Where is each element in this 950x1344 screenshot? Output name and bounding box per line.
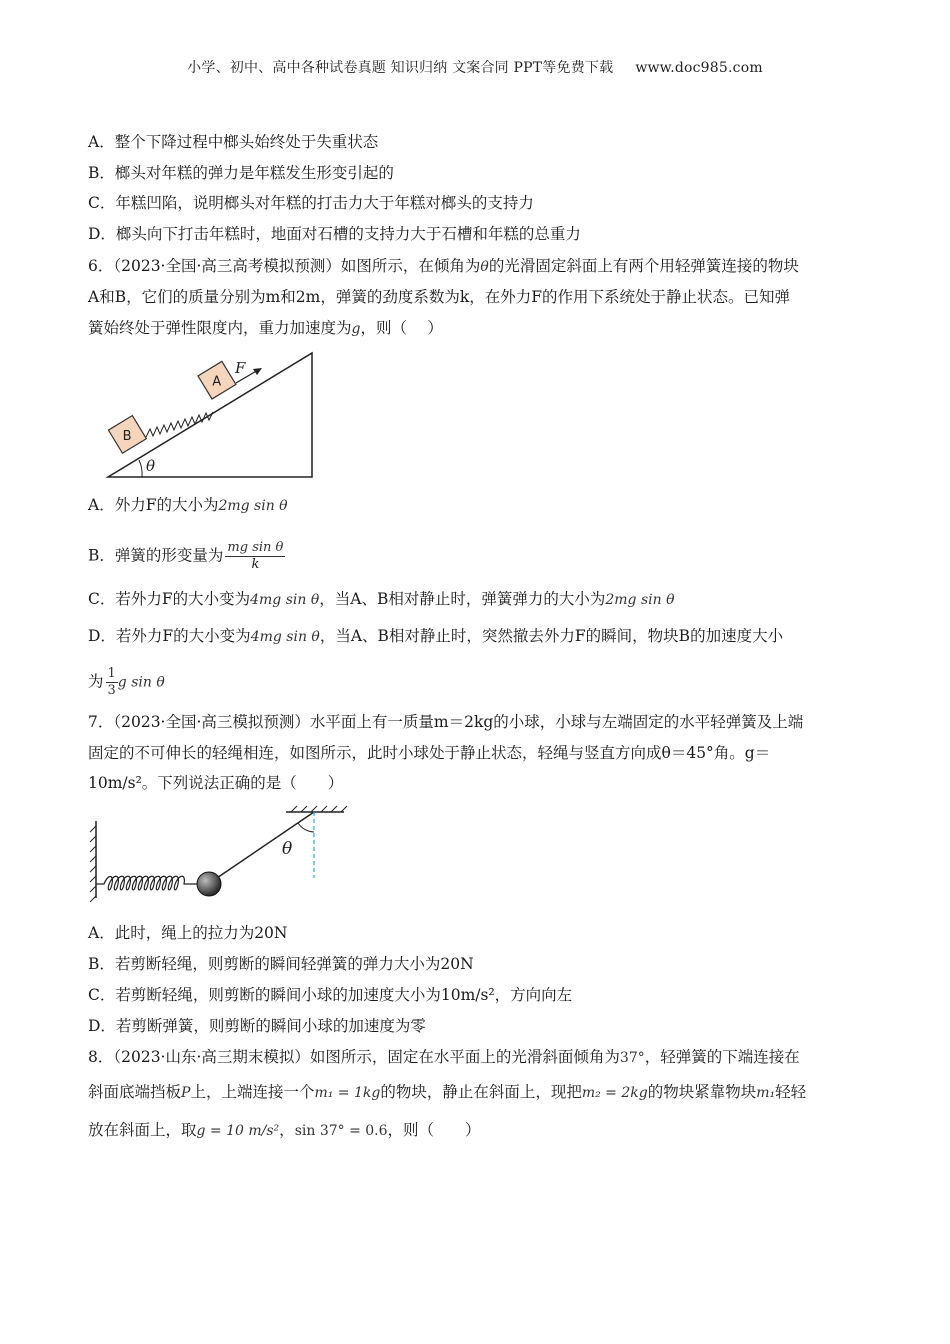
q6-stem-line2: A和B，它们的质量分别为m和2m，弹簧的劲度系数为k，在外力F的作用下系统处于静止状态。已知弹 — [88, 288, 790, 306]
q6-option-d-cont: 为 $\frac{1}{3}$ g sin θ — [88, 666, 165, 698]
force-label: F — [235, 359, 246, 377]
q7-stem-line3: 10m/s²。下列说法正确的是（ ） — [88, 774, 344, 792]
q7-spring-rope-figure — [86, 806, 351, 906]
q6-stem-line3: 簧始终处于弹性限度内，重力加速度为g，则（ ） — [88, 319, 443, 337]
q7-stem-line1: 7．（2023·全国·高三模拟预测）水平面上有一质量m＝2kg的小球，小球与左端固定的水平轻弹簧及上端 — [88, 713, 804, 731]
q6-incline-figure — [100, 350, 320, 480]
header-text: 小学、初中、高中各种试卷真题 知识归纳 文案合同 PPT等免费下载 — [187, 60, 614, 76]
block-b — [108, 416, 146, 454]
page-header — [0, 57, 950, 77]
q8-stem-line1: 8．（2023·山东·高三期末模拟）如图所示，固定在水平面上的光滑斜面倾角为37°，轻弹簧的下端连接在 — [88, 1048, 800, 1066]
q5-option-b: B．榔头对年糕的弹力是年糕发生形变引起的 — [88, 164, 394, 182]
q6-option-a: A．外力F的大小为2mg sin θ — [88, 496, 288, 514]
q7-theta-arc — [298, 823, 314, 832]
q6-theta-label: θ — [146, 457, 156, 475]
q6-option-c: C．若外力F的大小变为4mg sin θ，当A、B相对静止时，弹簧弹力的大小为2mg sin θ — [88, 590, 675, 608]
ceiling-hatch — [291, 806, 347, 812]
q8-stem-line2: 斜面底端挡板P上，上端连接一个m₁ = 1kg的物块，静止在斜面上，现把m₂ = 2kg的物块紧靠物块m₁轻轻 — [88, 1083, 807, 1101]
q6-option-b: B．弹簧的形变量为 $\frac{\text{mg sin θ}}{k}$ — [88, 540, 284, 572]
block-b-label: B — [122, 428, 132, 444]
block-a-label: A — [212, 374, 222, 390]
q7-option-b: B．若剪断轻绳，则剪断的瞬间轻弹簧的弹力大小为20N — [88, 955, 474, 973]
left-wall-hatch — [90, 826, 96, 902]
q5-option-d: D．榔头向下打击年糕时，地面对石槽的支持力大于石槽和年糕的总重力 — [88, 225, 581, 243]
q7-stem-line2: 固定的不可伸长的轻绳相连，如图所示，此时小球处于静止状态，轻绳与竖直方向成θ＝45°角。g＝ — [88, 744, 771, 762]
horizontal-spring — [96, 876, 198, 890]
q7-option-a: A．此时，绳上的拉力为20N — [88, 924, 288, 942]
header-site[interactable]: www.doc985.com — [635, 60, 763, 76]
q5-option-a: A．整个下降过程中榔头始终处于失重状态 — [88, 133, 379, 151]
q6-stem-line1: 6．（2023·全国·高三高考模拟预测）如图所示，在倾角为θ的光滑固定斜面上有两个用轻弹簧连接的物块 — [88, 257, 799, 275]
rope — [211, 812, 314, 882]
q8-stem-line3: 放在斜面上，取g = 10 m/s²，sin 37° = 0.6，则（ ） — [88, 1121, 481, 1139]
ball — [197, 872, 221, 896]
q6-option-d: D．若外力F的大小变为4mg sin θ，当A、B相对静止时，突然撤去外力F的瞬间，物块B的加速度大小 — [88, 627, 784, 645]
block-a — [198, 361, 236, 399]
q5-option-c: C．年糕凹陷，说明榔头对年糕的打击力大于年糕对榔头的支持力 — [88, 194, 534, 212]
q7-theta-label: θ — [282, 839, 293, 859]
q7-option-d: D．若剪断弹簧，则剪断的瞬间小球的加速度为零 — [88, 1017, 426, 1035]
q7-option-c: C．若剪断轻绳，则剪断的瞬间小球的加速度大小为10m/s²，方向向左 — [88, 986, 573, 1004]
